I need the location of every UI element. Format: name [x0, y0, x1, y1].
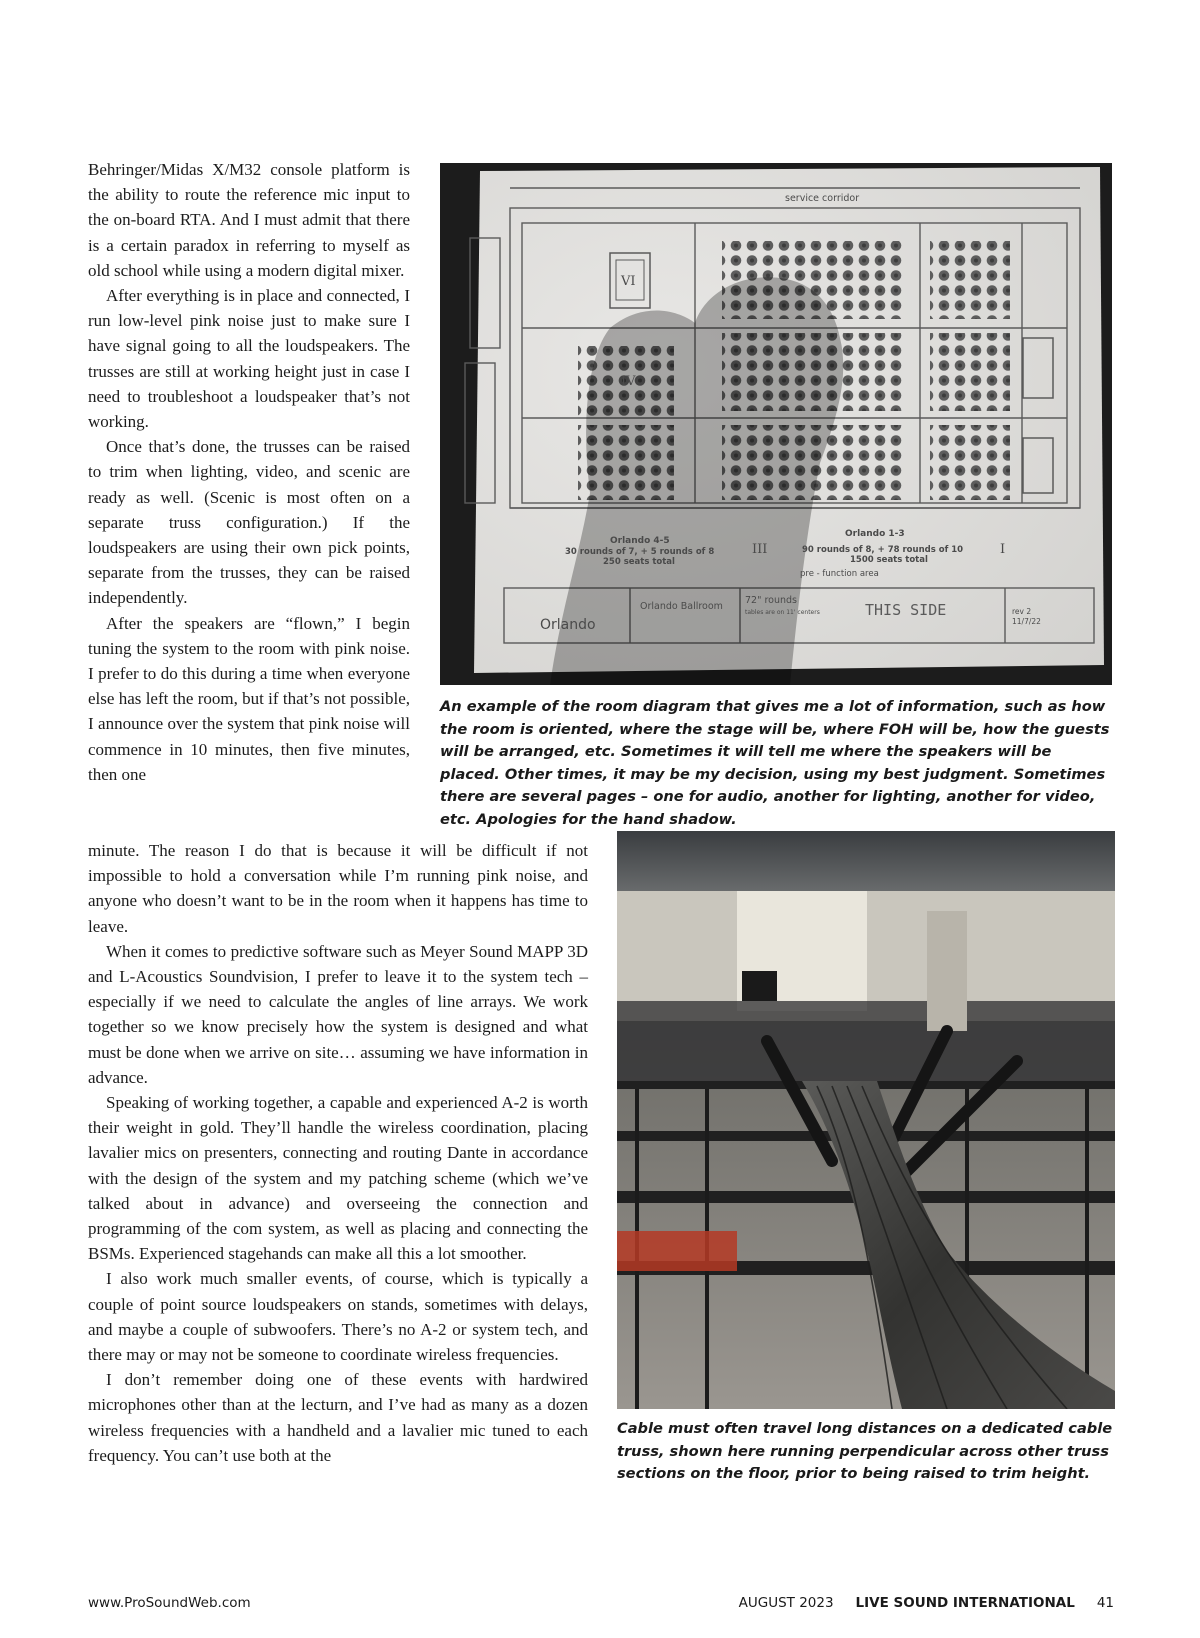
label-title-orlando: Orlando: [540, 617, 596, 633]
label-room-vi: VI: [621, 274, 636, 289]
room-diagram-drawing: [440, 163, 1112, 685]
room-diagram-photo: [440, 163, 1112, 685]
article-column-narrow: [88, 157, 410, 787]
paragraph: When it comes to predictive software such as Meyer Sound MAPP 3D and L-Acoustics Soundvision, I prefer to leave it to the system tech – especially if we need to calculate the angles of line arrays. We work together so we know precisely how the system is designed and what must be done when we arrive on site… assuming we have information in advance.: [88, 941, 588, 1087]
label-orlando-45-line1: 30 rounds of 7, + 5 rounds of 8: [565, 547, 715, 557]
label-rev: rev 2: [1012, 607, 1032, 616]
footer-website: www.ProSoundWeb.com: [88, 1595, 251, 1611]
footer-page-number: 41: [1096, 1595, 1114, 1611]
label-orlando-45-line2: 250 seats total: [603, 557, 675, 567]
paragraph: I don’t remember doing one of these events with hardwired microphones other than at the lecturn, and I’ve had as many as a dozen wireless frequencies with a handheld and a lavalier mic tuned to each frequency. You can’t use both at the: [88, 1370, 588, 1465]
label-room-i: I: [1000, 542, 1006, 557]
label-room-iv: IV: [621, 374, 636, 389]
paragraph: After the speakers are “flown,” I begin tuning the system to the room with pink noise. I prefer to do this during a time when everyone else has left the room, but if that’s not possible, I announce over the system that pink noise will commence in 10 minutes, then five minutes, then one: [88, 613, 410, 784]
paragraph: Behringer/Midas X/M32 console platform is the ability to route the reference mic input to the on-board RTA. And I must admit that there is a certain paradox in referring to myself as old school while using a modern digital mixer.: [88, 160, 410, 280]
cable-truss-photo: [617, 831, 1115, 1409]
paragraph: After everything is in place and connected, I run low-level pink noise just to make sure I have signal going to all the loudspeakers. The trusses are still at working height just in case I need to troubleshoot a loudspeaker that’s not working.: [88, 286, 410, 432]
figure2-caption: Cable must often travel long distances on a dedicated cable truss, shown here running perpendicular across other truss sections on the floor, prior to being raised to trim height.: [617, 1420, 1113, 1482]
paragraph: Once that’s done, the trusses can be raised to trim when lighting, video, and scenic are ready as well. (Scenic is most often on a separate truss configuration.) If the loudspeakers are using their own pick points, separate from the trusses, they can be raised independently.: [88, 437, 410, 608]
table-grid: [930, 333, 1010, 411]
paragraph: Speaking of working together, a capable and experienced A-2 is worth their weight in gold. They’ll handle the wireless coordination, placing lavalier mics on presenters, connecting and routing Dante in accordance with the design of the system and my patching scheme (which we’ve talked about in advance) and overseeing the connection and programming of the com system, as well as placing and connecting the BSMs. Experienced stagehands can make all this a lot smoother.: [88, 1093, 588, 1264]
label-prefunction: pre - function area: [800, 569, 879, 579]
label-orlando-13-line1: 90 rounds of 8, + 78 rounds of 10: [802, 545, 964, 555]
label-rounds: 72" rounds: [745, 595, 798, 606]
label-orlando-45-title: Orlando 4-5: [610, 536, 670, 546]
article-column-wide: [88, 838, 588, 1468]
label-date: 11/7/22: [1012, 617, 1041, 626]
figure1-caption: An example of the room diagram that gives me a lot of information, such as how the room is oriented, where the stage will be, where FOH will be, how the guests will be arranged, etc. Sometimes it will tell me where the speakers will be placed. Other times, it may be my decision, using my best judgment. Sometimes there are several pages – one for audio, another for lighting, another for video, etc. Apologies for the hand shadow.: [440, 698, 1110, 828]
label-room-iii: III: [752, 542, 768, 557]
table-grid: [930, 241, 1010, 319]
cable-truss-drawing: [617, 831, 1115, 1409]
label-rounds-note: tables are on 11' centers: [745, 609, 820, 616]
footer-publication: [739, 1595, 1114, 1611]
footer-magazine: LIVE SOUND INTERNATIONAL: [855, 1595, 1075, 1611]
footer-issue: AUGUST 2023: [738, 1595, 834, 1611]
table-grid: [930, 425, 1010, 500]
label-orlando-13-title: Orlando 1-3: [845, 529, 905, 539]
paragraph: I also work much smaller events, of course, which is typically a couple of point source loudspeakers on stands, sometimes with delays, and maybe a couple of subwoofers. There’s no A-2 or system tech, and there may or may not be someone to coordinate wireless frequencies.: [88, 1269, 588, 1365]
label-title-ballroom: Orlando Ballroom: [640, 601, 723, 612]
label-orlando-13-line2: 1500 seats total: [850, 555, 928, 565]
label-handwritten: THIS SIDE: [865, 601, 947, 619]
paragraph: minute. The reason I do that is because it will be difficult if not impossible to hold a conversation while I’m running pink noise, and anyone who doesn’t want to be in the room when it happens has time to leave.: [88, 841, 588, 936]
label-service-corridor: service corridor: [785, 193, 860, 204]
